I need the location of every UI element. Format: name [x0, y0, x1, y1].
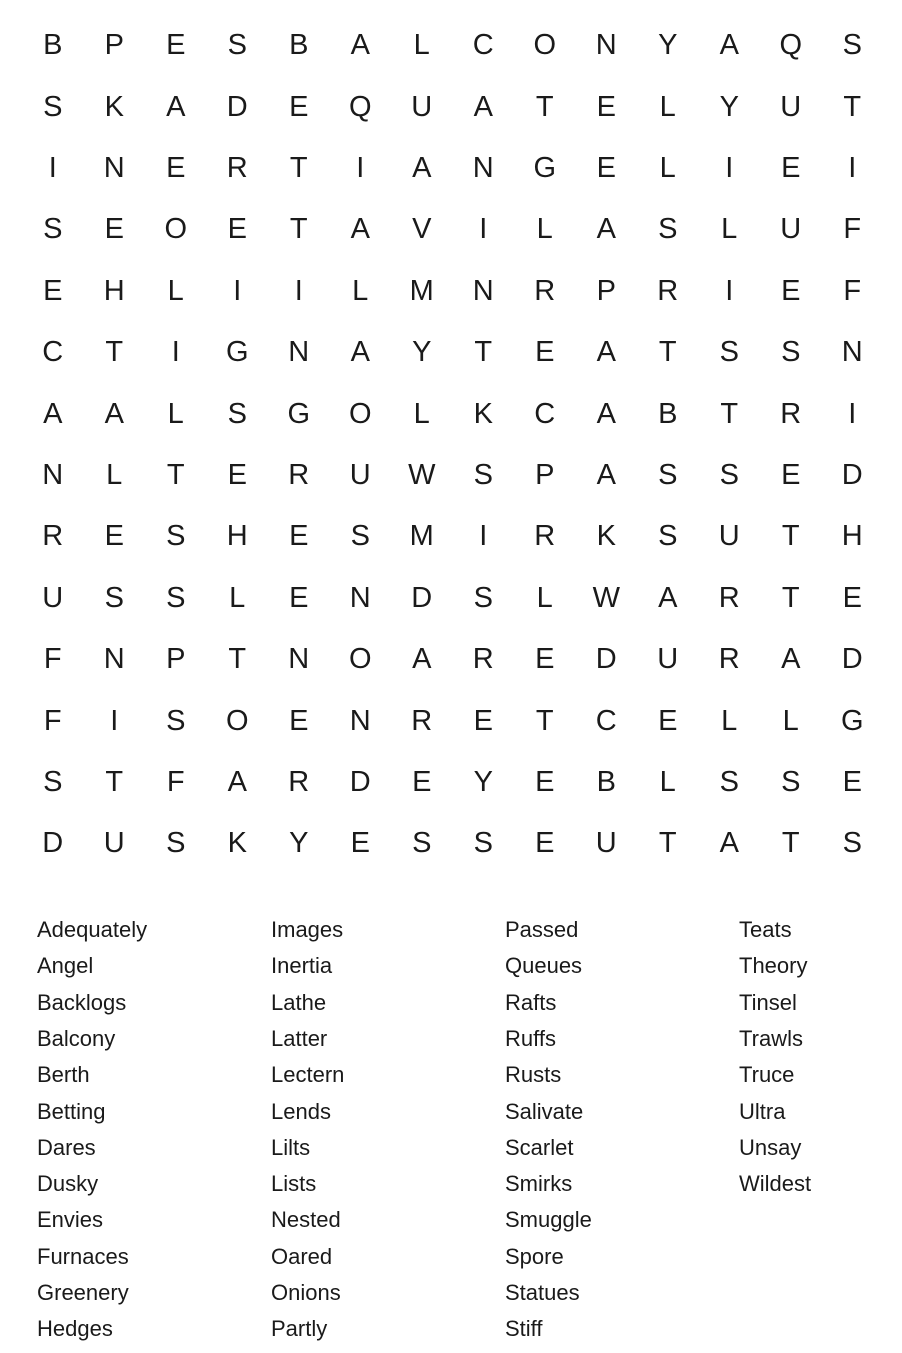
- grid-letter: L: [352, 274, 369, 307]
- grid-letter: R: [411, 704, 433, 737]
- grid-letter: E: [104, 213, 124, 246]
- grid-letter: I: [725, 274, 734, 307]
- grid-letter: T: [474, 336, 493, 369]
- grid-letter: W: [592, 581, 620, 614]
- grid-letter: O: [225, 704, 249, 737]
- grid-letter: E: [289, 90, 309, 123]
- word-list-item: Statues: [505, 1280, 580, 1305]
- grid-letter: K: [596, 520, 616, 553]
- grid-letter: C: [472, 29, 494, 62]
- grid-letter: A: [412, 151, 432, 184]
- word-list-item: Balcony: [37, 1025, 116, 1051]
- grid-letter: E: [289, 704, 309, 737]
- grid-letter: E: [842, 765, 862, 798]
- grid-letter: H: [226, 520, 248, 553]
- grid-letter: D: [226, 90, 248, 123]
- grid-letter: N: [288, 643, 310, 676]
- grid-letter: E: [227, 213, 247, 246]
- grid-letter: O: [533, 29, 557, 62]
- grid-letter: C: [42, 336, 64, 369]
- grid-letter: K: [104, 90, 124, 123]
- grid-letter: E: [166, 29, 186, 62]
- grid-letter: T: [720, 397, 739, 430]
- grid-letter: S: [473, 458, 493, 491]
- grid-letter: L: [106, 458, 123, 491]
- grid-letter: R: [226, 151, 248, 184]
- letter-grid: [22, 15, 883, 875]
- word-list-item: Envies: [37, 1207, 104, 1233]
- grid-letter: S: [43, 90, 63, 123]
- grid-letter: T: [289, 151, 308, 184]
- grid-letter: L: [536, 581, 553, 614]
- word-list-item: Furnaces: [37, 1243, 129, 1269]
- grid-letter: A: [719, 827, 739, 860]
- word-list-item: Images: [271, 917, 344, 942]
- grid-letter: I: [848, 397, 857, 430]
- grid-letter: G: [840, 704, 864, 737]
- grid-letter: M: [409, 274, 434, 307]
- grid-letter: E: [350, 827, 370, 860]
- grid-letter: U: [657, 643, 679, 676]
- grid-letter: T: [781, 581, 800, 614]
- grid-letter: L: [413, 29, 430, 62]
- grid-letter: M: [409, 520, 434, 553]
- grid-letter: S: [350, 520, 370, 553]
- grid-letter: Y: [658, 29, 678, 62]
- grid-letter: C: [534, 397, 556, 430]
- word-list-item: Lists: [271, 1171, 317, 1197]
- grid-letter: T: [535, 90, 554, 123]
- grid-letter: S: [166, 520, 186, 553]
- grid-letter: I: [356, 151, 365, 184]
- grid-letter: W: [408, 458, 436, 491]
- grid-letter: U: [42, 581, 64, 614]
- grid-letter: D: [595, 643, 617, 676]
- grid-letter: B: [658, 397, 678, 430]
- grid-letter: E: [535, 765, 555, 798]
- grid-letter: L: [536, 213, 553, 246]
- grid-letter: D: [42, 827, 64, 860]
- grid-letter: E: [289, 520, 309, 553]
- word-list-item: Lectern: [271, 1062, 345, 1088]
- grid-letter: F: [843, 213, 862, 246]
- grid-letter: T: [535, 704, 554, 737]
- word-list-item: Berth: [37, 1062, 90, 1088]
- grid-letter: S: [658, 520, 678, 553]
- grid-letter: A: [658, 581, 678, 614]
- grid-letter: S: [166, 704, 186, 737]
- grid-letter: S: [781, 765, 801, 798]
- grid-letter: A: [596, 458, 616, 491]
- grid-letter: A: [350, 336, 370, 369]
- grid-letter: R: [718, 581, 740, 614]
- word-list-item: Dusky: [37, 1171, 99, 1197]
- word-list-item: Theory: [739, 953, 808, 979]
- word-list-item: Trawls: [739, 1025, 803, 1051]
- grid-letter: N: [103, 151, 125, 184]
- grid-letter: R: [42, 520, 64, 553]
- grid-letter: E: [596, 151, 616, 184]
- grid-letter: U: [780, 213, 802, 246]
- grid-letter: S: [43, 213, 63, 246]
- word-list-item: Backlogs: [37, 989, 127, 1015]
- word-list-item: Lathe: [271, 989, 327, 1015]
- word-list: [37, 912, 897, 1348]
- grid-letter: E: [227, 458, 247, 491]
- grid-letter: G: [533, 151, 557, 184]
- grid-letter: U: [103, 827, 125, 860]
- grid-letter: N: [103, 643, 125, 676]
- grid-letter: L: [721, 213, 738, 246]
- grid-letter: E: [412, 765, 432, 798]
- grid-letter: R: [534, 274, 556, 307]
- grid-letter: D: [841, 643, 863, 676]
- grid-letter: N: [472, 274, 494, 307]
- grid-letter: L: [167, 274, 184, 307]
- word-list-item: Stiff: [505, 1316, 543, 1342]
- grid-letter: Q: [348, 90, 372, 123]
- grid-letter: I: [233, 274, 242, 307]
- grid-letter: F: [166, 765, 185, 798]
- word-list-item: Ultra: [739, 1098, 786, 1124]
- grid-letter: T: [843, 90, 862, 123]
- grid-letter: S: [227, 29, 247, 62]
- grid-letter: I: [479, 213, 488, 246]
- grid-letter: T: [658, 336, 677, 369]
- word-list-item: Wildest: [739, 1171, 812, 1197]
- grid-letter: E: [289, 581, 309, 614]
- grid-letter: S: [104, 581, 124, 614]
- grid-letter: E: [535, 643, 555, 676]
- grid-letter: E: [104, 520, 124, 553]
- grid-letter: A: [104, 397, 124, 430]
- word-list-item: Unsay: [739, 1134, 802, 1160]
- word-list-item: Rafts: [505, 989, 557, 1015]
- grid-letter: S: [473, 827, 493, 860]
- grid-letter: S: [719, 336, 739, 369]
- grid-letter: S: [166, 581, 186, 614]
- grid-letter: A: [596, 336, 616, 369]
- grid-letter: E: [535, 827, 555, 860]
- grid-letter: Y: [719, 90, 739, 123]
- grid-letter: P: [596, 274, 616, 307]
- grid-letter: A: [166, 90, 186, 123]
- grid-letter: U: [780, 90, 802, 123]
- grid-letter: T: [658, 827, 677, 860]
- grid-letter: U: [411, 90, 433, 123]
- grid-letter: I: [294, 274, 303, 307]
- grid-letter: R: [534, 520, 556, 553]
- word-list-item: Latter: [271, 1025, 328, 1051]
- word-list-item: Teats: [739, 917, 792, 942]
- grid-letter: E: [473, 704, 493, 737]
- grid-letter: A: [350, 213, 370, 246]
- grid-letter: S: [781, 336, 801, 369]
- grid-letter: H: [841, 520, 863, 553]
- grid-letter: S: [658, 458, 678, 491]
- grid-letter: S: [227, 397, 247, 430]
- grid-letter: O: [348, 397, 372, 430]
- grid-letter: N: [472, 151, 494, 184]
- grid-letter: T: [228, 643, 247, 676]
- grid-letter: I: [171, 336, 180, 369]
- grid-letter: L: [721, 704, 738, 737]
- grid-letter: R: [657, 274, 679, 307]
- grid-letter: L: [229, 581, 246, 614]
- grid-letter: A: [596, 213, 616, 246]
- grid-letter: A: [350, 29, 370, 62]
- grid-letter: N: [841, 336, 863, 369]
- grid-letter: R: [472, 643, 494, 676]
- grid-letter: K: [473, 397, 493, 430]
- grid-letter: S: [166, 827, 186, 860]
- grid-letter: I: [110, 704, 119, 737]
- grid-letter: D: [411, 581, 433, 614]
- word-list-item: Nested: [271, 1207, 341, 1233]
- word-list-item: Truce: [739, 1062, 795, 1088]
- grid-letter: H: [103, 274, 125, 307]
- grid-letter: P: [535, 458, 555, 491]
- word-list-item: Inertia: [271, 953, 333, 979]
- grid-letter: D: [841, 458, 863, 491]
- grid-letter: T: [781, 827, 800, 860]
- grid-letter: B: [289, 29, 309, 62]
- grid-letter: T: [105, 336, 124, 369]
- word-list-item: Betting: [37, 1098, 106, 1124]
- grid-letter: P: [166, 643, 186, 676]
- grid-letter: L: [659, 765, 676, 798]
- grid-letter: Y: [412, 336, 432, 369]
- grid-letter: R: [780, 397, 802, 430]
- grid-letter: E: [781, 274, 801, 307]
- grid-letter: T: [289, 213, 308, 246]
- grid-letter: F: [843, 274, 862, 307]
- grid-letter: C: [595, 704, 617, 737]
- grid-letter: E: [658, 704, 678, 737]
- grid-letter: N: [288, 336, 310, 369]
- word-list-item: Greenery: [37, 1280, 129, 1305]
- grid-letter: Q: [779, 29, 803, 62]
- grid-letter: Y: [289, 827, 309, 860]
- grid-letter: E: [535, 336, 555, 369]
- word-list-item: Lilts: [271, 1134, 311, 1160]
- grid-letter: F: [43, 643, 62, 676]
- word-list-item: Smirks: [505, 1171, 573, 1197]
- grid-letter: E: [842, 581, 862, 614]
- word-list-item: Dares: [37, 1134, 96, 1160]
- word-list-item: Scarlet: [505, 1134, 574, 1160]
- grid-letter: N: [349, 704, 371, 737]
- grid-letter: N: [349, 581, 371, 614]
- grid-letter: L: [782, 704, 799, 737]
- grid-letter: G: [287, 397, 311, 430]
- grid-letter: S: [719, 765, 739, 798]
- grid-letter: P: [104, 29, 124, 62]
- grid-letter: E: [596, 90, 616, 123]
- grid-letter: L: [659, 90, 676, 123]
- grid-letter: A: [781, 643, 801, 676]
- grid-letter: R: [288, 458, 310, 491]
- word-list-item: Salivate: [505, 1098, 584, 1124]
- word-list-item: Tinsel: [739, 989, 797, 1015]
- grid-letter: O: [348, 643, 372, 676]
- word-list-item: Spore: [505, 1243, 564, 1269]
- grid-letter: N: [42, 458, 64, 491]
- grid-letter: S: [473, 581, 493, 614]
- word-list-item: Lends: [271, 1098, 331, 1124]
- grid-letter: S: [842, 827, 862, 860]
- word-list-item: Oared: [271, 1243, 333, 1269]
- grid-letter: T: [166, 458, 185, 491]
- grid-letter: E: [43, 274, 63, 307]
- grid-letter: U: [718, 520, 740, 553]
- grid-letter: R: [718, 643, 740, 676]
- grid-letter: E: [166, 151, 186, 184]
- grid-letter: S: [412, 827, 432, 860]
- word-list-item: Onions: [271, 1280, 341, 1305]
- grid-letter: L: [413, 397, 430, 430]
- grid-letter: A: [719, 29, 739, 62]
- grid-letter: I: [848, 151, 857, 184]
- grid-letter: N: [595, 29, 617, 62]
- word-list-item: Passed: [505, 917, 579, 942]
- grid-letter: D: [349, 765, 371, 798]
- grid-letter: I: [725, 151, 734, 184]
- grid-letter: L: [659, 151, 676, 184]
- word-list-item: Adequately: [37, 917, 148, 942]
- grid-letter: A: [43, 397, 63, 430]
- grid-letter: U: [349, 458, 371, 491]
- grid-letter: E: [781, 458, 801, 491]
- word-list-item: Rusts: [505, 1062, 562, 1088]
- grid-letter: T: [105, 765, 124, 798]
- word-list-item: Partly: [271, 1316, 328, 1342]
- grid-letter: I: [479, 520, 488, 553]
- grid-letter: G: [225, 336, 249, 369]
- grid-letter: E: [781, 151, 801, 184]
- grid-letter: S: [43, 765, 63, 798]
- grid-letter: Y: [473, 765, 493, 798]
- grid-letter: U: [595, 827, 617, 860]
- grid-letter: A: [412, 643, 432, 676]
- grid-letter: K: [227, 827, 247, 860]
- word-list-item: Ruffs: [505, 1025, 556, 1051]
- grid-letter: O: [164, 213, 188, 246]
- grid-letter: I: [48, 151, 57, 184]
- grid-letter: B: [596, 765, 616, 798]
- grid-letter: F: [43, 704, 62, 737]
- word-list-item: Smuggle: [505, 1207, 592, 1233]
- grid-letter: A: [473, 90, 493, 123]
- grid-letter: R: [288, 765, 310, 798]
- grid-letter: A: [596, 397, 616, 430]
- grid-letter: L: [167, 397, 184, 430]
- grid-letter: V: [412, 213, 432, 246]
- grid-letter: A: [227, 765, 247, 798]
- word-list-item: Angel: [37, 953, 94, 979]
- word-list-item: Hedges: [37, 1316, 113, 1342]
- word-list-item: Queues: [505, 953, 583, 979]
- grid-letter: T: [781, 520, 800, 553]
- grid-letter: B: [43, 29, 63, 62]
- grid-letter: S: [719, 458, 739, 491]
- grid-letter: S: [658, 213, 678, 246]
- grid-letter: S: [842, 29, 862, 62]
